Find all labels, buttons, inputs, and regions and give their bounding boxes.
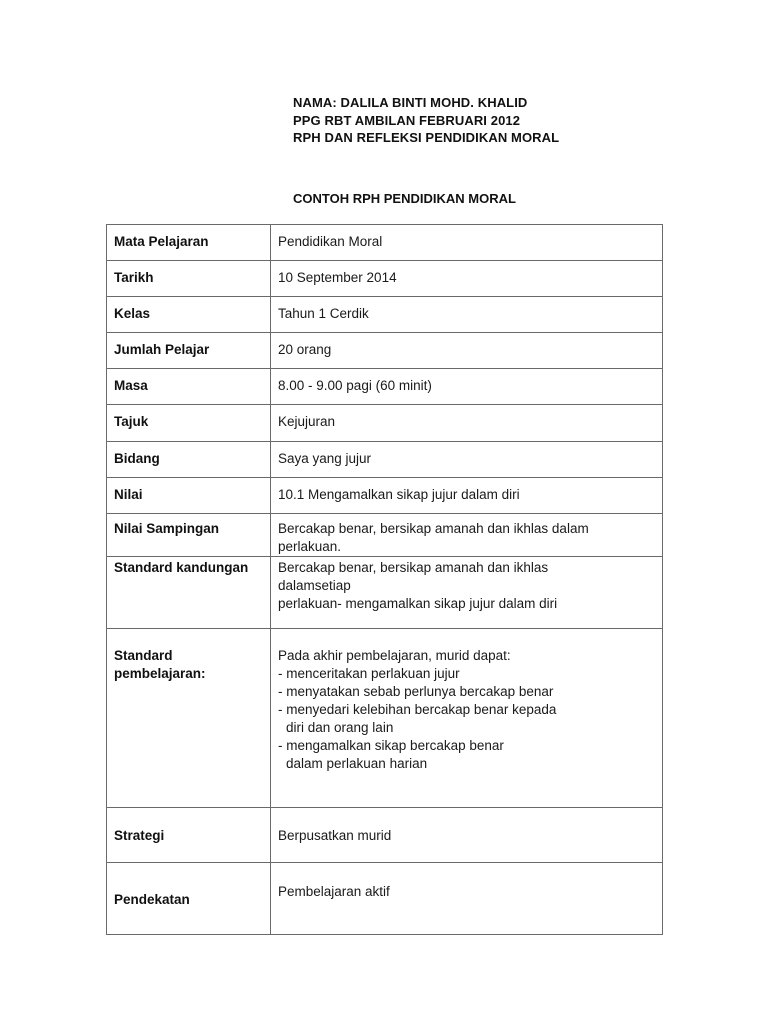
table-row [107, 629, 663, 808]
value-line: Bercakap benar, bersikap amanah dan ikhlas dalam [278, 521, 589, 536]
row-label-tarikh: Tarikh [107, 261, 271, 297]
document-title: CONTOH RPH PENDIDIKAN MORAL [293, 191, 516, 206]
row-label-standard-pembelajaran [107, 629, 271, 808]
value-line: - menyedari kelebihan bercakap benar kepada [278, 702, 557, 717]
lesson-plan-table [106, 224, 663, 935]
row-value-tajuk [271, 405, 663, 442]
row-value-jumlah-pelajar [271, 333, 663, 369]
row-value-standard-pembelajaran [271, 629, 663, 808]
row-label-masa: Masa [107, 369, 271, 405]
value-line: Kejujuran [278, 414, 336, 429]
row-value-mata-pelajaran [271, 225, 663, 261]
value-line: Bercakap benar, bersikap amanah dan ikhlas [278, 560, 549, 575]
value-line: 10.1 Mengamalkan sikap jujur dalam diri [278, 487, 520, 502]
value-line: perlakuan- mengamalkan sikap jujur dalam diri [278, 596, 558, 611]
row-label-nilai-sampingan: Nilai Sampingan [107, 514, 271, 557]
table-row [107, 261, 663, 297]
value-line: dalamsetiap [278, 578, 351, 593]
value-line: Tahun 1 Cerdik [278, 306, 369, 321]
header-subject: RPH DAN REFLEKSI PENDIDIKAN MORAL [293, 130, 560, 145]
table-row [107, 369, 663, 405]
row-value-nilai-sampingan [271, 514, 663, 557]
table-row [107, 442, 663, 478]
value-line: dalam perlakuan harian [286, 756, 428, 771]
row-label-bidang: Bidang [107, 442, 271, 478]
row-value-masa [271, 369, 663, 405]
table-row [107, 557, 663, 629]
row-label-tajuk: Tajuk [107, 405, 271, 442]
row-label-nilai: Nilai [107, 478, 271, 514]
value-line: Berpusatkan murid [278, 828, 392, 843]
label-line: pembelajaran: [114, 666, 206, 681]
row-label-strategi: Strategi [107, 808, 271, 863]
table-row [107, 863, 663, 935]
header-programme: PPG RBT AMBILAN FEBRUARI 2012 [293, 112, 521, 128]
table-row [107, 225, 663, 261]
value-line: 8.00 - 9.00 pagi (60 minit) [278, 378, 432, 393]
table-row [107, 478, 663, 514]
row-value-standard-kandungan [271, 557, 663, 629]
value-line: Pendidikan Moral [278, 234, 383, 249]
value-line: diri dan orang lain [286, 720, 394, 735]
row-label-standard-kandungan: Standard kandungan [107, 557, 271, 629]
row-value-pendekatan [271, 863, 663, 935]
table-row [107, 808, 663, 863]
row-label-pendekatan: Pendekatan [107, 863, 271, 935]
row-value-nilai [271, 478, 663, 514]
value-line: Pembelajaran aktif [278, 884, 390, 899]
row-value-tarikh [271, 261, 663, 297]
table-row [107, 297, 663, 333]
row-value-bidang [271, 442, 663, 478]
value-line: Pada akhir pembelajaran, murid dapat: [278, 648, 511, 663]
table-row [107, 405, 663, 442]
value-line: 10 September 2014 [278, 270, 397, 285]
row-label-kelas: Kelas [107, 297, 271, 333]
value-line: Saya yang jujur [278, 451, 372, 466]
value-line: - menyatakan sebab perlunya bercakap benar [278, 684, 554, 699]
value-line: - mengamalkan sikap bercakap benar [278, 738, 504, 753]
value-line: 20 orang [278, 342, 332, 357]
row-label-jumlah-pelajar: Jumlah Pelajar [107, 333, 271, 369]
label-line: Standard [114, 648, 173, 663]
table-row [107, 333, 663, 369]
row-label-mata-pelajaran: Mata Pelajaran [107, 225, 271, 261]
header-name: NAMA: DALILA BINTI MOHD. KHALID [293, 95, 528, 110]
value-line: - menceritakan perlakuan jujur [278, 666, 460, 681]
row-value-strategi [271, 808, 663, 863]
row-value-kelas [271, 297, 663, 333]
value-line: perlakuan. [278, 539, 342, 554]
document-header [293, 94, 559, 147]
table-row [107, 514, 663, 557]
